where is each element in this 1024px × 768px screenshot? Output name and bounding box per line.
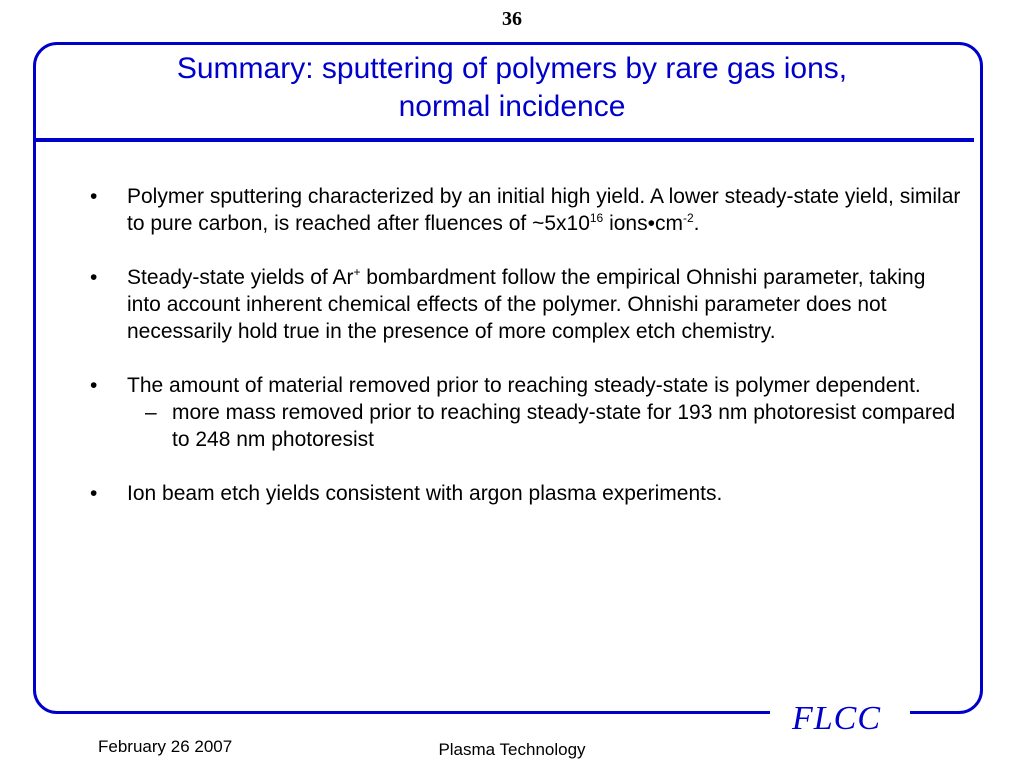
bullet-text	[127, 185, 960, 235]
bullet-1-text-a: Polymer sputtering characterized by an initial high yield. A lower steady-state yield, similar to pure carbon, is reached after fluences of ~5x10	[127, 185, 961, 235]
title-line-1: Summary: sputtering of polymers by rare gas ions,	[176, 52, 848, 85]
bullet-2-text-a: Steady-state yields of Ar	[127, 266, 354, 289]
bullet-item-1	[82, 183, 962, 237]
bullet-text: Ion beam etch yields consistent with argon plasma experiments.	[127, 482, 723, 505]
bullet-1-sup-b: -2	[682, 211, 694, 225]
sub-bullet-text: more mass removed prior to reaching steady-state for 193 nm photoresist compared to 248 nm photoresist	[172, 401, 956, 451]
bullet-marker: •	[90, 374, 98, 397]
page-number: 36	[502, 8, 522, 30]
bullet-text	[127, 266, 925, 343]
bullet-2-text-b: bombardment follow the empirical Ohnishi parameter, taking into account inherent chemical effects of the polymer. Ohnishi parameter does not necessarily hold true in the presence of more complex etch chemistry.	[127, 266, 926, 343]
bullet-text: The amount of material removed prior to reaching steady-state is polymer dependent.	[127, 374, 921, 397]
title-rule	[36, 138, 974, 142]
bullet-1-sup-a: 16	[589, 211, 604, 225]
sub-bullet-marker: –	[145, 401, 157, 424]
bullet-1-text-c: .	[693, 212, 700, 235]
bullet-2-sup: +	[353, 265, 361, 279]
bullet-marker: •	[90, 482, 98, 505]
bullet-marker: •	[90, 266, 98, 289]
bullet-item-2	[82, 264, 962, 345]
bullet-marker: •	[90, 185, 98, 208]
bullet-item-4	[82, 480, 962, 507]
footer-date: February 26 2007	[98, 737, 233, 756]
bullet-item-3	[82, 372, 962, 453]
bullet-list	[82, 183, 962, 534]
slide-title	[60, 50, 964, 126]
sub-bullet-item	[127, 399, 962, 453]
flcc-logo: FLCC	[792, 700, 882, 737]
footer-title: Plasma Technology	[438, 740, 586, 759]
bullet-1-text-b: ions•cm	[603, 212, 683, 235]
title-line-2: normal incidence	[398, 90, 626, 123]
